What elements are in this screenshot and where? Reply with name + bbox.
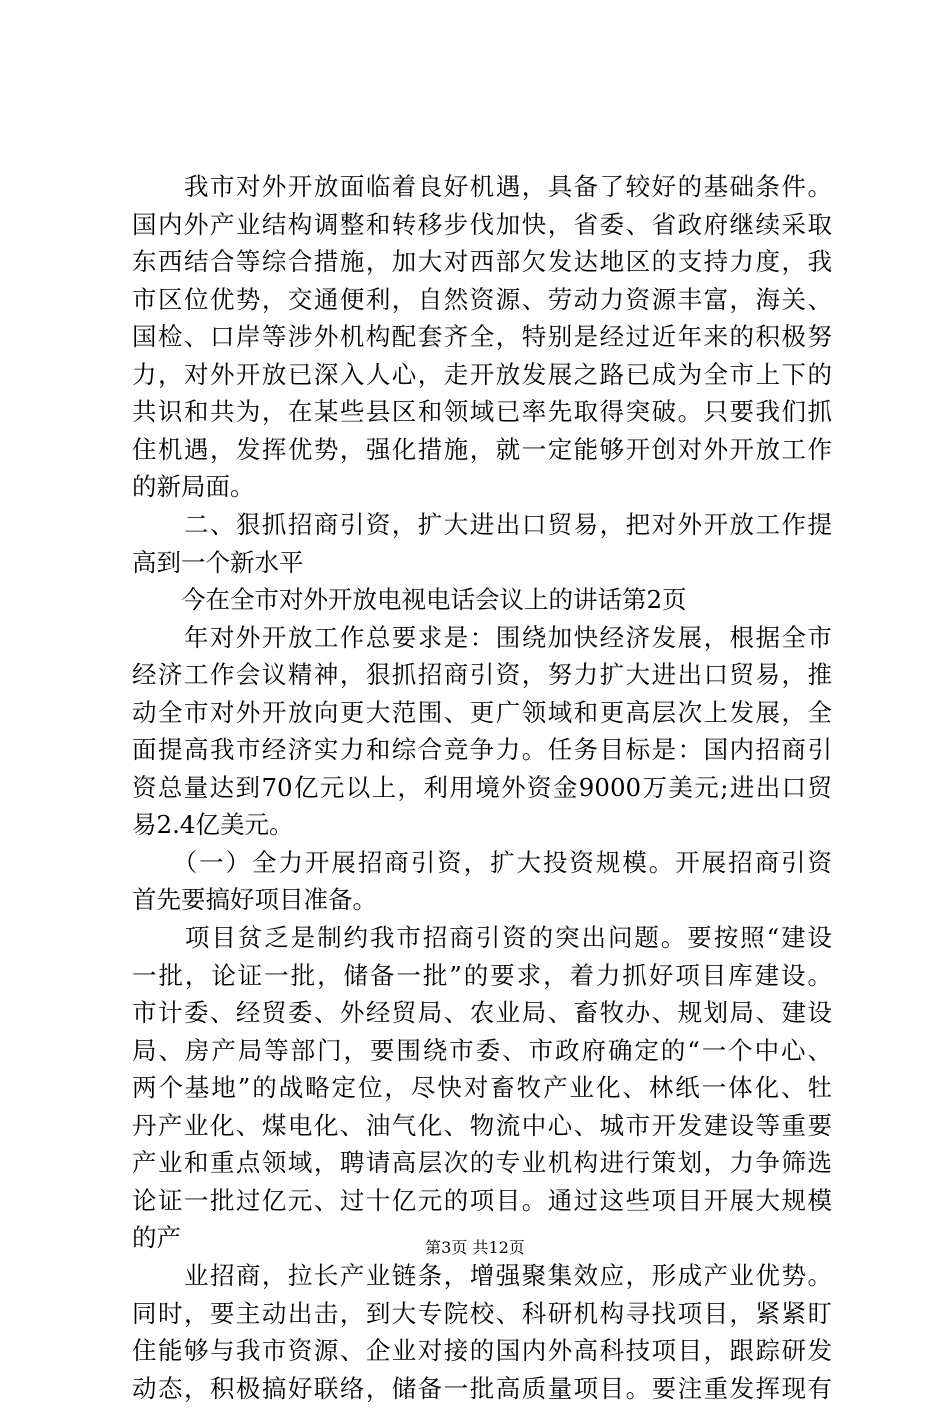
text-line: 经济工作会议精神，狠抓招商引资，努力扩大进出口贸易，推 [132, 660, 832, 690]
text-line: 我市对外开放面临着良好机遇，具备了较好的基础条件。 [132, 172, 832, 201]
text-line: （一）全力开展招商引资，扩大投资规模。开展招商引资 [132, 847, 832, 877]
text-line: 论证一批过亿元、过十亿元的项目。通过这些项目开展大规模 [132, 1185, 832, 1215]
text-line: 易2.4亿美元。 [132, 810, 294, 840]
text-line: 两个基地”的战略定位，尽快对畜牧产业化、林纸一体化、牡 [132, 1073, 832, 1103]
text-line: 市计委、经贸委、外经贸局、农业局、畜牧办、规划局、建设 [132, 998, 832, 1028]
text-line: 今在全市对外开放电视电话会议上的讲话第2页 [132, 585, 687, 614]
text-line: 一批，论证一批，储备一批”的要求，着力抓好项目库建设。 [132, 960, 832, 990]
text-line: 的产 [132, 1223, 181, 1253]
text-line: 高到一个新水平 [132, 547, 304, 577]
text-line: 力，对外开放已深入人心，走开放发展之路已成为全市上下的 [132, 359, 832, 389]
text-line: 首先要搞好项目准备。 [132, 885, 377, 915]
text-line: 市区位优势，交通便利，自然资源、劳动力资源丰富，海关、 [132, 284, 832, 314]
text-line: 局、房产局等部门，要围绕市委、市政府确定的“一个中心、 [132, 1035, 832, 1065]
text-line: 项目贫乏是制约我市招商引资的突出问题。要按照“建设 [132, 923, 832, 952]
text-line: 东西结合等综合措施，加大对西部欠发达地区的支持力度，我 [132, 247, 832, 277]
text-line: 国内外产业结构调整和转移步伐加快，省委、省政府继续采取 [132, 209, 832, 239]
text-line: 国检、口岸等涉外机构配套齐全，特别是经过近年来的积极努 [132, 322, 832, 352]
text-line: 面提高我市经济实力和综合竞争力。任务目标是：国内招商引 [132, 735, 832, 765]
text-line: 业招商，拉长产业链条，增强聚集效应，形成产业优势。 [132, 1260, 832, 1290]
text-line: 的新局面。 [132, 472, 255, 502]
text-line: 丹产业化、煤电化、油气化、物流中心、城市开发建设等重要 [132, 1110, 832, 1140]
text-line: 动态，积极搞好联络，储备一批高质量项目。要注重发挥现有 [132, 1373, 832, 1403]
text-line: 产业和重点领域，聘请高层次的专业机构进行策划，力争筛选 [132, 1148, 832, 1178]
text-line: 资总量达到70亿元以上，利用境外资金9000万美元;进出口贸 [132, 772, 832, 802]
text-line: 住能够与我市资源、企业对接的国内外高科技项目，跟踪研发 [132, 1336, 832, 1365]
text-line: 二、狠抓招商引资，扩大进出口贸易，把对外开放工作提 [132, 509, 832, 539]
text-line: 动全市对外开放向更大范围、更广领域和更高层次上发展，全 [132, 697, 832, 727]
page-footer: 第3页 共12页 [425, 1238, 525, 1257]
text-line: 年对外开放工作总要求是：围绕加快经济发展，根据全市 [132, 622, 832, 652]
text-line: 同时，要主动出击，到大专院校、科研机构寻找项目，紧紧盯 [132, 1298, 832, 1328]
text-line: 住机遇，发挥优势，强化措施，就一定能够开创对外开放工作 [132, 434, 832, 464]
text-line: 共识和共为，在某些县区和领域已率先取得突破。只要我们抓 [132, 397, 832, 427]
